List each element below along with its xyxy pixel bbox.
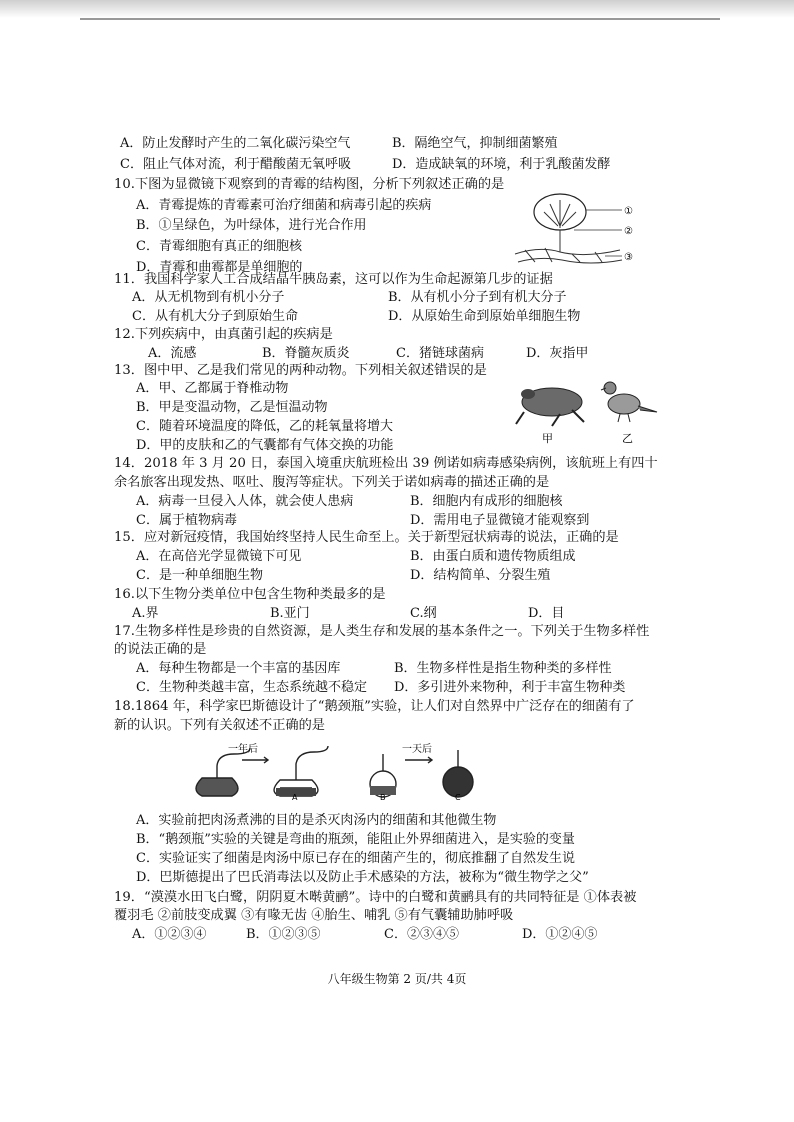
q11-option-c: C．从有机大分子到原始生命 xyxy=(132,309,298,324)
q14-option-c: C．属于植物病毒 xyxy=(136,513,237,528)
q10-option-b: B．①呈绿色，为叶绿体，进行光合作用 xyxy=(136,218,367,233)
q15-option-a: A．在高倍光学显微镜下可见 xyxy=(136,549,302,564)
fig-label-1: ① xyxy=(624,206,633,217)
q19-option-b: B．①②③⑤ xyxy=(246,927,321,942)
q17-stem-line1: 17.生物多样性是珍贵的自然资源，是人类生存和发展的基本条件之一。下列关于生物多样性 xyxy=(114,624,650,639)
q12-option-b: B．脊髓灰质炎 xyxy=(262,346,350,361)
q16-option-b: B.亚门 xyxy=(270,606,310,621)
q11-option-a: A．从无机物到有机小分子 xyxy=(132,290,285,305)
q9-option-a: A．防止发酵时产生的二氧化碳污染空气 xyxy=(120,136,351,151)
q14-stem-line1: 14．2018 年 3 月 20 日，泰国入境重庆航班检出 39 例诺如病毒感染病例，该航班上有四十 xyxy=(114,456,658,471)
q18-option-c: C．实验证实了细菌是肉汤中原已存在的细菌产生的，彻底推翻了自然发生说 xyxy=(136,851,575,866)
q15-stem: 15．应对新冠疫情，我国始终坚持人民生命至上。关于新型冠状病毒的说法，正确的是 xyxy=(114,530,619,545)
label-jia: 甲 xyxy=(542,432,553,445)
q19-option-d: D．①②④⑤ xyxy=(522,927,598,942)
q19-option-a: A．①②③④ xyxy=(132,927,207,942)
q17-stem-line2: 的说法正确的是 xyxy=(114,642,207,657)
q15-option-d: D．结构简单、分裂生殖 xyxy=(410,568,551,583)
scan-line xyxy=(80,18,720,20)
q13-option-c: C．随着环境温度的降低，乙的耗氧量将增大 xyxy=(136,419,393,434)
q13-option-a: A．甲、乙都属于脊椎动物 xyxy=(136,381,289,396)
page-footer: 八年级生物第 2 页/共 4页 xyxy=(327,972,467,986)
fig-label-a: A xyxy=(292,793,298,800)
q11-option-b: B．从有机小分子到有机大分子 xyxy=(388,290,567,305)
q16-option-c: C.纲 xyxy=(410,606,437,621)
q18-stem-line2: 新的认识。下列有关叙述不正确的是 xyxy=(114,718,325,733)
q18-stem-line1: 18.1864 年，科学家巴斯德设计了“鹅颈瓶”实验，让人们对自然界中广泛存在的细菌有了 xyxy=(114,699,635,714)
scan-edge xyxy=(0,0,794,18)
q13-stem: 13．图中甲、乙是我们常见的两种动物。下列相关叙述错误的是 xyxy=(114,363,487,378)
fig-label-b: B xyxy=(380,793,386,800)
fig-label-3: ③ xyxy=(624,252,633,263)
q19-stem-line1: 19．“漠漠水田飞白鹭，阴阴夏木啭黄鹂”。诗中的白鹭和黄鹂具有的共同特征是 ①体表被 xyxy=(114,890,637,905)
q10-option-d: D．青霉和曲霉都是单细胞的 xyxy=(136,260,303,275)
q15-option-b: B．由蛋白质和遗传物质组成 xyxy=(410,549,576,564)
q16-option-a: A.界 xyxy=(132,606,159,621)
q10-option-c: C．青霉细胞有真正的细胞核 xyxy=(136,239,302,254)
q17-option-c: C．生物种类越丰富，生态系统越不稳定 xyxy=(136,680,367,695)
q12-stem: 12.下列疾病中，由真菌引起的疾病是 xyxy=(114,327,333,342)
q17-option-a: A．每种生物都是一个丰富的基因库 xyxy=(136,661,341,676)
q18-option-a: A．实验前把肉汤煮沸的目的是杀灭肉汤内的细菌和其他微生物 xyxy=(136,813,497,828)
fig-label-2: ② xyxy=(624,226,633,237)
q18-option-b: B．“鹅颈瓶”实验的关键是弯曲的瓶颈，能阻止外界细菌进入，是实验的变量 xyxy=(136,832,575,847)
q10-stem: 10.下图为显微镜下观察到的青霉的结构图，分析下列叙述正确的是 xyxy=(114,177,505,192)
q16-option-d: D．目 xyxy=(528,606,565,621)
q19-stem-line2: 覆羽毛 ②前肢变成翼 ③有喙无齿 ④胎生、哺乳 ⑤有气囊辅助肺呼吸 xyxy=(114,908,514,923)
q15-option-c: C．是一种单细胞生物 xyxy=(136,568,263,583)
q14-stem-line2: 余名旅客出现发热、呕吐、腹泻等症状。下列关于诺如病毒的描述正确的是 xyxy=(114,475,550,490)
q13-option-d: D．甲的皮肤和乙的气囊都有气体交换的功能 xyxy=(136,438,394,453)
fig-text-one-year: 一年后 xyxy=(228,744,258,755)
q17-option-d: D．多引进外来物种，利于丰富生物种类 xyxy=(394,680,626,695)
q10-option-a: A．青霉提炼的青霉素可治疗细菌和病毒引起的疾病 xyxy=(136,198,432,213)
fig-label-c: C xyxy=(455,793,461,800)
q12-option-d: D．灰指甲 xyxy=(526,346,589,361)
q14-option-a: A．病毒一旦侵入人体，就会使人患病 xyxy=(136,494,354,509)
q12-option-c: C．猪链球菌病 xyxy=(396,346,484,361)
pigeon-drawing xyxy=(601,382,657,422)
q14-option-b: B．细胞内有成形的细胞核 xyxy=(410,494,563,509)
q12-option-a: A．流感 xyxy=(148,346,197,361)
q9-option-b: B．隔绝空气，抑制细菌繁殖 xyxy=(392,136,558,151)
q13-option-b: B．甲是变温动物，乙是恒温动物 xyxy=(136,400,328,415)
q19-option-c: C．②③④⑤ xyxy=(384,927,459,942)
q14-option-d: D．需用电子显微镜才能观察到 xyxy=(410,513,590,528)
penicillium-figure xyxy=(510,190,660,272)
q18-option-d: D．巴斯德提出了巴氏消毒法以及防止手术感染的方法，被称为“微生物学之父” xyxy=(136,870,589,885)
label-yi: 乙 xyxy=(622,432,633,445)
q11-stem: 11．我国科学家人工合成结晶牛胰岛素，这可以作为生命起源第几步的证据 xyxy=(114,272,553,287)
q9-option-c: C．阻止气体对流，利于醋酸菌无氧呼吸 xyxy=(120,157,351,172)
fig-text-one-day: 一天后 xyxy=(402,744,432,755)
animals-figure xyxy=(512,372,672,448)
frog-drawing xyxy=(516,388,584,426)
q9-option-d: D．造成缺氧的环境，利于乳酸菌发酵 xyxy=(392,157,611,172)
swan-neck-flask-figure xyxy=(180,738,490,800)
q11-option-d: D．从原始生命到原始单细胞生物 xyxy=(388,309,581,324)
q16-stem: 16.以下生物分类单位中包含生物种类最多的是 xyxy=(114,587,386,602)
q17-option-b: B．生物多样性是指生物种类的多样性 xyxy=(394,661,612,676)
